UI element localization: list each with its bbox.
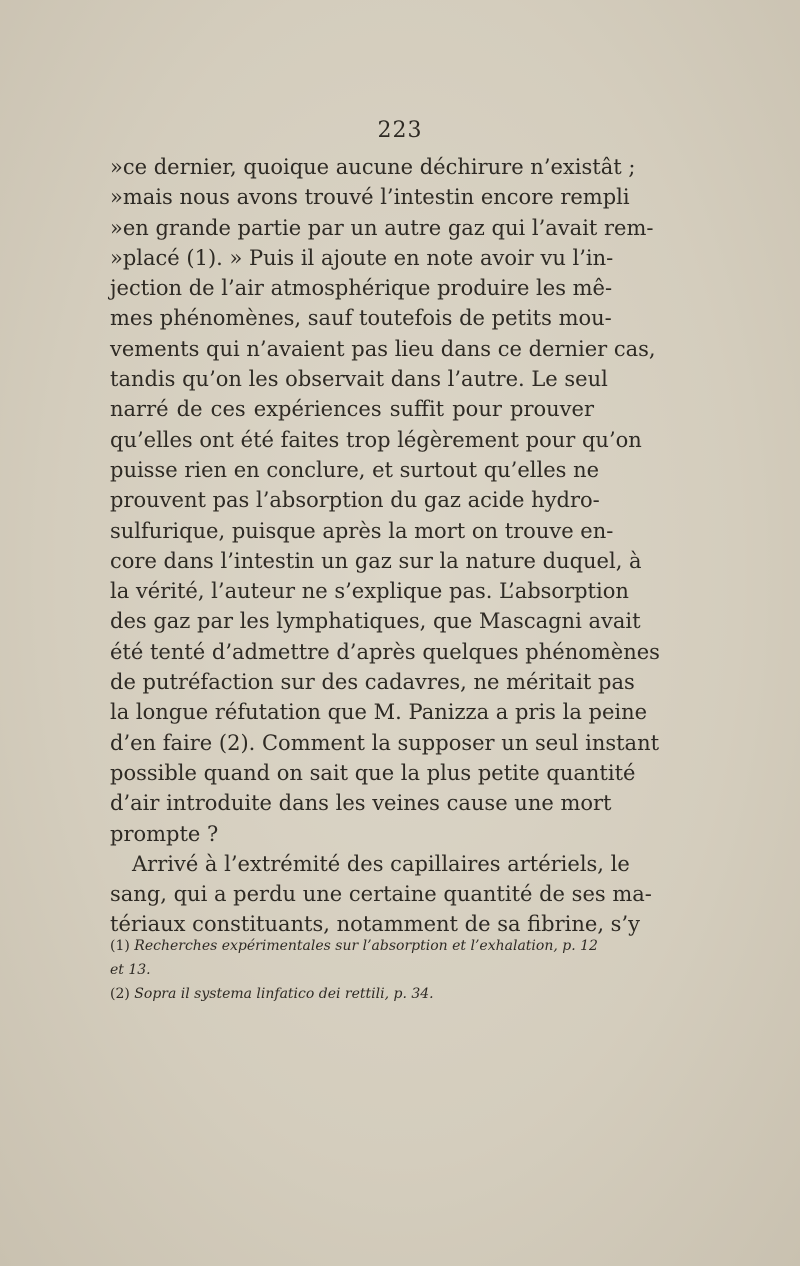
footnote-text: et 13.	[110, 962, 151, 978]
text-line: prompte ?	[110, 821, 219, 846]
text-line: narré de ces expériences suffit pour prouver	[110, 397, 594, 422]
page-number: 223	[377, 118, 423, 143]
text-line: la vérité, l’auteur ne s’explique pas. L’absorption	[110, 579, 629, 604]
text-line: possible quand on sait que la plus petite quantité	[110, 760, 636, 785]
text-line: la longue réfutation que M. Panizza a pris la peine	[110, 700, 648, 725]
text-line: »ce dernier, quoique aucune déchirure n’existât ;	[110, 155, 636, 179]
text-line: d’en faire (2). Comment la supposer un seul instant	[110, 730, 660, 755]
text-line: sulfurique, puisque après la mort on trouve en-	[110, 518, 614, 543]
footnote-text: Sopra il systema linfatico dei rettili, p. 34.	[134, 986, 434, 1002]
footnote-text: Recherches expérimentales sur l’absorption et l’exhalation, p. 12	[134, 938, 598, 954]
text-line: de putréfaction sur des cadavres, ne méritait pas	[110, 670, 635, 695]
body-text	[110, 152, 660, 940]
footnote-2	[110, 982, 594, 1006]
footnote-number: (2)	[110, 986, 130, 1002]
text-line: tandis qu’on les observait dans l’autre. Le seul	[110, 367, 608, 392]
text-line: d’air introduite dans les veines cause une mort	[110, 791, 612, 816]
footnote-1-continued	[110, 958, 594, 982]
footnote-1	[110, 934, 598, 958]
text-line: puisse rien en conclure, et surtout qu’elles ne	[110, 457, 600, 482]
text-line: tériaux constituants, notamment de sa fibrine, s’y	[110, 912, 640, 937]
footnotes	[110, 934, 598, 1006]
text-line: »mais nous avons trouvé l’intestin encore rempli	[110, 185, 630, 210]
footnote-number: (1)	[110, 938, 130, 954]
text-line: »placé (1). » Puis il ajoute en note avoir vu l’in-	[110, 245, 614, 270]
text-line: vements qui n’avaient pas lieu dans ce dernier cas,	[110, 336, 656, 361]
text-line: Arrivé à l’extrémité des capillaires artériels, le	[132, 851, 630, 876]
text-line: été tenté d’admettre d’après quelques phénomènes	[110, 639, 660, 664]
text-line: core dans l’intestin un gaz sur la nature duquel, à	[110, 548, 642, 573]
text-line: sang, qui a perdu une certaine quantité de ses ma-	[110, 882, 652, 907]
text-line: jection de l’air atmosphérique produire les mê-	[110, 276, 613, 301]
text-line: qu’elles ont été faites trop légèrement pour qu’on	[110, 427, 642, 452]
text-line: des gaz par les lymphatiques, que Mascagni avait	[110, 609, 641, 634]
text-line: mes phénomènes, sauf toutefois de petits mou-	[110, 306, 612, 331]
text-line: prouvent pas l’absorption du gaz acide hydro-	[110, 488, 600, 513]
text-line: »en grande partie par un autre gaz qui l’avait rem-	[110, 215, 654, 240]
